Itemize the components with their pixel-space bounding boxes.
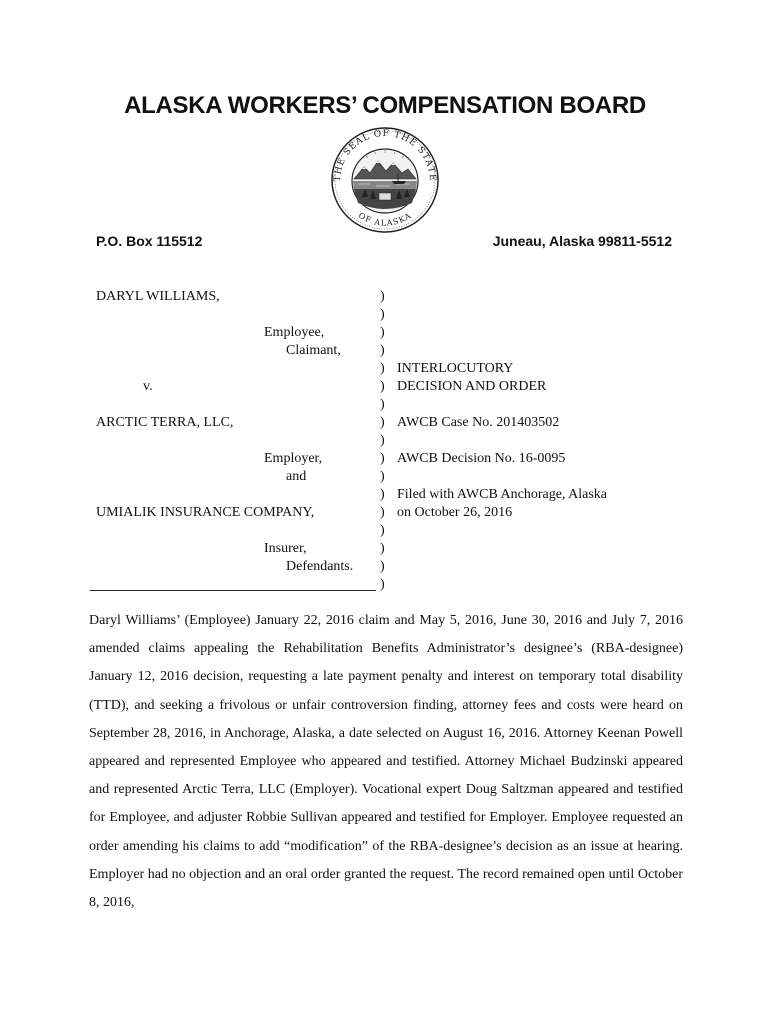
paren: )	[380, 487, 385, 502]
caption-parenthesis-column	[380, 288, 385, 594]
caption-divider	[90, 590, 376, 591]
paren: )	[380, 325, 385, 340]
defendants-text: Defendants.	[286, 559, 354, 574]
paren: )	[380, 541, 385, 556]
po-box-address: P.O. Box 115512	[96, 233, 203, 249]
paren: )	[380, 361, 385, 376]
versus-text: v.	[143, 379, 153, 394]
paren: )	[380, 379, 385, 394]
opening-paragraph-text: Daryl Williams’ (Employee) January 22, 2016 claim and May 5, 2016, June 30, 2016 and July 7, 2016 amended claims appealing the Rehabilitation Benefits Administrator’s designee’s (RBA-designee) January 12, 2016 decision, requesting a late payment penalty and interest on temporary total disability (TTD), and seeking a frivolous or unfair controversion finding, attorney fees and costs were heard on September 28, 2016, in Anchorage, Alaska, a date selected on August 16, 2016. Attorney Keenan Powell appeared and represented Employee who appeared and testified. Attorney Michael Budzinski appeared and represented Arctic Terra, LLC (Employer). Vocational expert Doug Saltzman appeared and testified for Employee, and adjuster Robbie Sullivan appeared and testified for Employer. Employee requested an order amending his claims to add “modification” of the RBA-designee’s decision as an issue at hearing. Employer had no objection and an oral order granted the request. The record remained open until October 8, 2016,	[89, 613, 683, 911]
paren: )	[380, 415, 385, 430]
doc-type-line-2: DECISION AND ORDER	[397, 379, 547, 394]
filed-line-2: on October 26, 2016	[397, 505, 513, 520]
paren: )	[380, 307, 385, 322]
paren: )	[380, 469, 385, 484]
paren: )	[380, 451, 385, 466]
employer-name: ARCTIC TERRA, LLC,	[96, 415, 234, 430]
employer-role: Employer,	[264, 451, 323, 466]
and-text: and	[286, 469, 307, 484]
paren: )	[380, 505, 385, 520]
paren: )	[380, 523, 385, 538]
claimant-role-claimant: Claimant,	[286, 343, 341, 358]
insurer-role: Insurer,	[264, 541, 307, 556]
paren: )	[380, 577, 385, 592]
paren: )	[380, 433, 385, 448]
paren: )	[380, 559, 385, 574]
state-seal-emblem	[326, 123, 444, 235]
paren: )	[380, 397, 385, 412]
board-title: ALASKA WORKERS’ COMPENSATION BOARD	[124, 92, 646, 119]
opening-paragraph	[89, 607, 683, 917]
filed-line-1: Filed with AWCB Anchorage, Alaska	[397, 487, 608, 502]
case-number: AWCB Case No. 201403502	[397, 415, 560, 430]
claimant-role-employee: Employee,	[264, 325, 325, 340]
paren: )	[380, 343, 385, 358]
decision-number: AWCB Decision No. 16-0095	[397, 451, 566, 466]
svg-text:THE SEAL OF THE STATE: THE SEAL OF THE STATE	[332, 128, 438, 182]
insurer-name: UMIALIK INSURANCE COMPANY,	[96, 505, 315, 520]
claimant-name: DARYL WILLIAMS,	[96, 289, 220, 304]
city-state-zip: Juneau, Alaska 99811-5512	[492, 233, 672, 249]
svg-text:OF ALASKA: OF ALASKA	[356, 210, 414, 228]
doc-type-line-1: INTERLOCUTORY	[397, 361, 514, 376]
paren: )	[380, 289, 385, 304]
